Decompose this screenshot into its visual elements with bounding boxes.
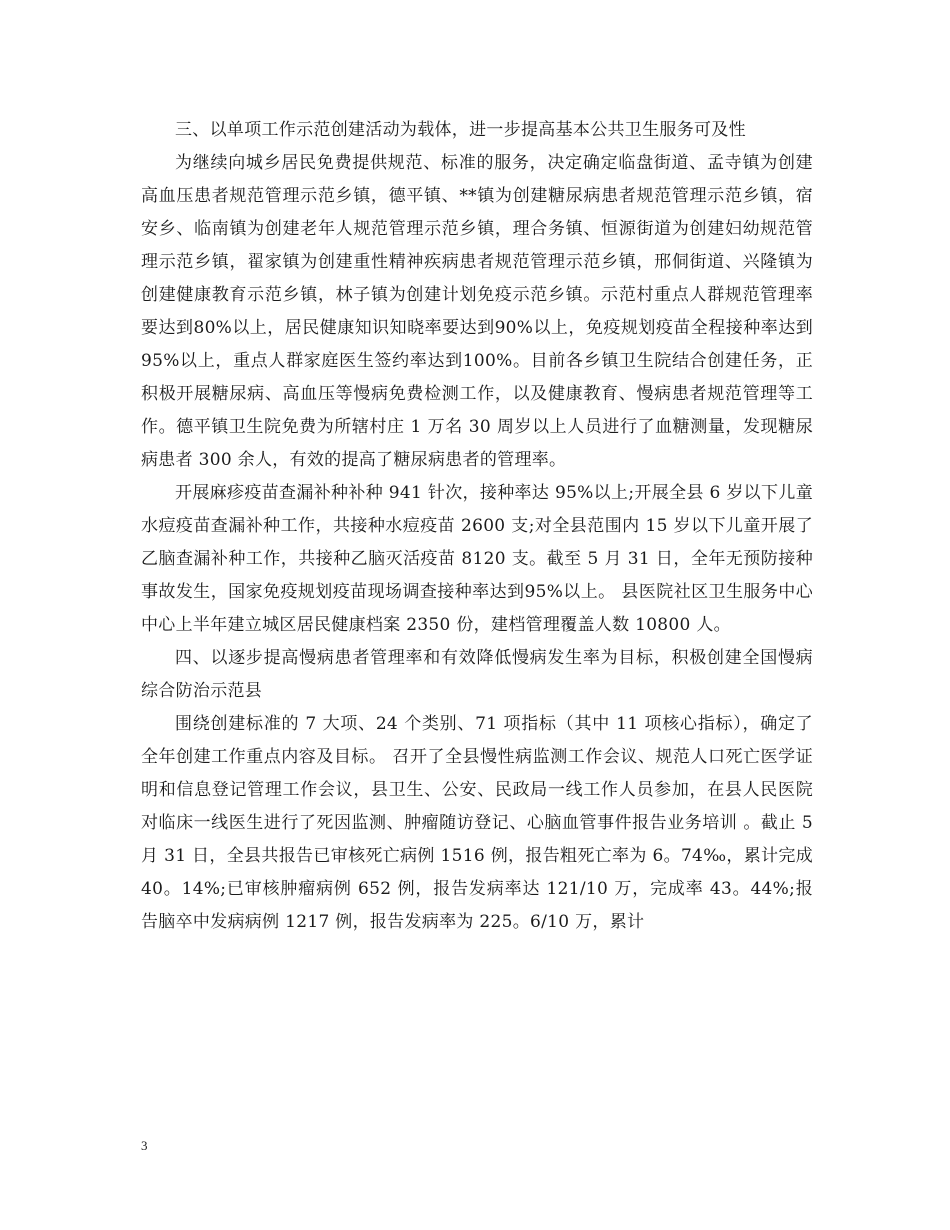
paragraph-chronic-disease: 围绕创建标准的 7 大项、24 个类别、71 项指标（其中 11 项核心指标），确定了全年创建工作重点内容及目标。 召开了全县慢性病监测工作会议、规范人口死亡医学证明和信息登记管理工作会议，县卫生、公安、民政局一线工作人员参加，在县人民医院对临床一线医生进行了死因监测、肿瘤随访登记、心脑血管事件报告业务培训 。截止 5 月 31 日，全县共报告已审核死亡病例 1516 例，报告粗死亡率为 6。74‰，累计完成 40。14%;已审核肿瘤病例 652 例，报告发病率达 121/10 万，完成率 43。44%;报告脑卒中发病病例 1217 例，报告发病率为 225。6/10 万，累计 [141,714,813,932]
document-body [141,114,813,939]
section-heading-four: 四、以逐步提高慢病患者管理率和有效降低慢病发生率为目标，积极创建全国慢病综合防治示范县 [141,648,813,701]
page-number: 3 [141,1138,148,1153]
section-heading-three: 三、以单项工作示范创建活动为载体，进一步提高基本公共卫生服务可及性 [175,120,746,140]
paragraph-vaccination: 开展麻疹疫苗查漏补种补种 941 针次，接种率达 95%以上;开展全县 6 岁以下儿童水痘疫苗查漏补种工作，共接种水痘疫苗 2600 支;对全县范围内 15 岁以下儿童开展了乙脑查漏补种工作，共接种乙脑灭活疫苗 8120 支。截至 5 月 31 日，全年无预防接种事故发生，国家免疫规划疫苗现场调查接种率达到95%以上。 县医院社区卫生服务中心中心上半年建立城区居民健康档案 2350 份，建档管理覆盖人数 10800 人。 [141,483,813,635]
paragraph-demonstration-towns: 为继续向城乡居民免费提供规范、标准的服务，决定确定临盘街道、孟寺镇为创建高血压患者规范管理示范乡镇，德平镇、**镇为创建糖尿病患者规范管理示范乡镇，宿安乡、临南镇为创建老年人规范管理示范乡镇，理合务镇、恒源街道为创建妇幼规范管理示范乡镇，翟家镇为创建重性精神疾病患者规范管理示范乡镇，邢侗街道、兴隆镇为创建健康教育示范乡镇，林子镇为创建计划免疫示范乡镇。示范村重点人群规范管理率要达到80%以上，居民健康知识知晓率要达到90%以上，免疫规划疫苗全程接种率达到95%以上，重点人群家庭医生签约率达到100%。目前各乡镇卫生院结合创建任务，正积极开展糖尿病、高血压等慢病免费检测工作，以及健康教育、慢病患者规范管理等工作。德平镇卫生院免费为所辖村庄 1 万名 30 周岁以上人员进行了血糖测量，发现糖尿病患者 300 余人，有效的提高了糖尿病患者的管理率。 [141,153,813,470]
